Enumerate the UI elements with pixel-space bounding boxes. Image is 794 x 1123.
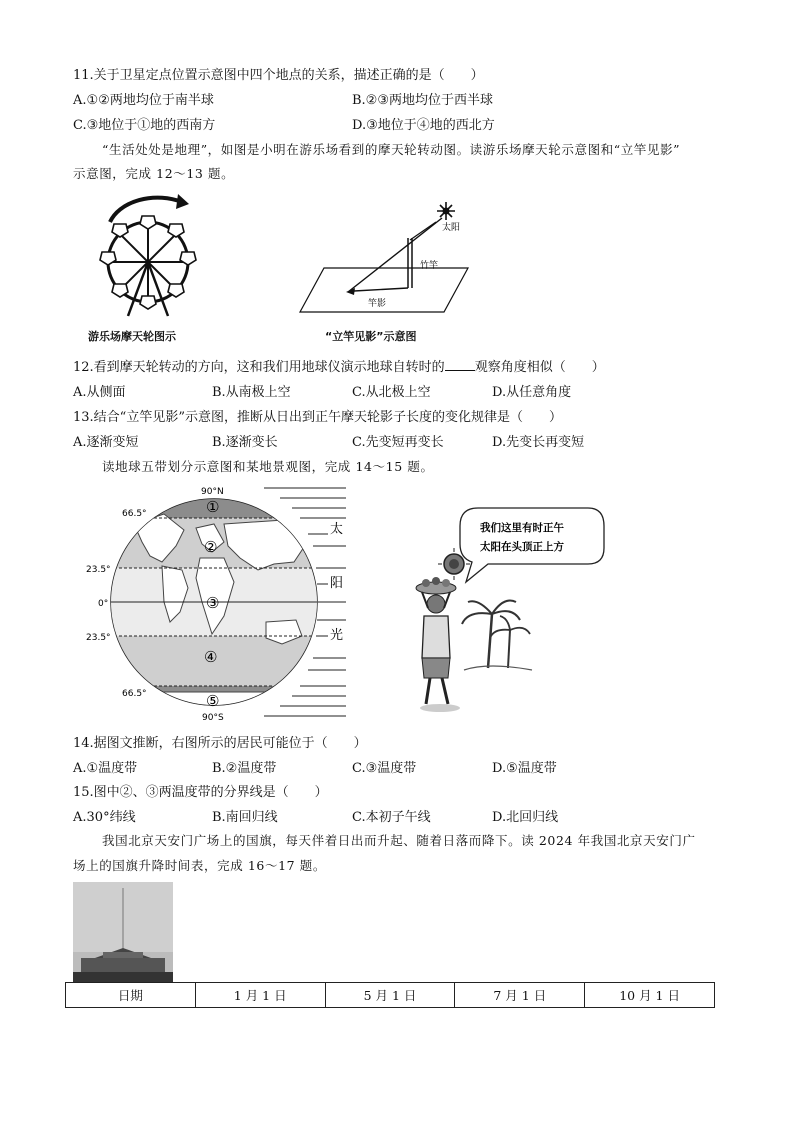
q14-option-c: C.③温度带 [352,761,417,776]
lat-label-23s: 23.5° [86,633,111,643]
table-header-oct1: 10 月 1 日 [585,983,715,1008]
lat-label-90s: 90°S [202,713,224,723]
q13-stem: 13.结合“立竿见影”示意图，推断从日出到正午摩天轮影子长度的变化规律是（ ） [73,410,562,425]
table-header-date: 日期 [66,983,196,1008]
q12-blank [445,358,475,371]
ferris-wheel-caption: 游乐场摩天轮图示 [88,330,176,343]
shadow-label: 竿影 [368,299,387,309]
lat-label-23n: 23.5° [86,565,111,575]
q12-option-b: B.从南极上空 [212,385,291,400]
pole-label: 竹竿 [420,261,439,271]
sunlight-char-2: 阳 [330,576,344,591]
lat-label-66n: 66.5° [122,509,147,519]
q15-option-a: A.30°纬线 [73,810,136,825]
q11-option-b: B.②③两地均位于西半球 [352,93,493,108]
zone-label-3: ③ [206,594,220,612]
q12-option-c: C.从北极上空 [352,385,431,400]
q11-option-d: D.③地位于④地的西北方 [352,118,495,133]
table-header-jul1: 7 月 1 日 [455,983,585,1008]
q12-option-d: D.从任意角度 [492,385,572,400]
q14-option-b: B.②温度带 [212,761,277,776]
zone-label-5: ⑤ [206,692,220,710]
table-header-jan1: 1 月 1 日 [195,983,325,1008]
table-header-may1: 5 月 1 日 [325,983,455,1008]
flag-time-table [65,982,715,1008]
q15-option-b: B.南回归线 [212,810,278,825]
q15-stem: 15.图中②、③两温度带的分界线是（ ） [73,785,328,800]
sun-label: 太阳 [442,223,461,233]
zone-label-1: ① [206,498,220,516]
q11-stem: 11.关于卫星定点位置示意图中四个地点的关系，描述正确的是（ ） [73,68,484,83]
q12-stem-part-b: 观察角度相似（ ） [474,360,605,375]
q13-option-a: A.逐渐变短 [73,435,139,450]
intro-16-17-line2: 场上的国旗升降时间表，完成 16～17 题。 [73,858,326,873]
sunlight-char-3: 光 [330,628,344,643]
pole-shadow-caption: “立竿见影”示意图 [325,330,417,343]
zone-label-2: ② [204,538,218,556]
tiananmen-photo [73,882,173,982]
q13-option-c: C.先变短再变长 [352,435,444,450]
five-zones-globe-figure [84,484,352,724]
q14-option-d: D.⑤温度带 [492,761,557,776]
zone-label-4: ④ [204,648,218,666]
lat-label-90n: 90°N [201,487,224,497]
q11-option-a: A.①②两地均位于南半球 [73,93,214,108]
table-header-row [66,983,715,1008]
ferris-wheel-figure [90,192,230,320]
q13-option-b: B.逐渐变长 [212,435,278,450]
q14-option-a: A.①温度带 [73,761,138,776]
pole-shadow-figure [296,196,476,320]
lat-label-0: 0° [98,599,109,609]
q14-stem: 14.据图文推断，右图所示的居民可能位于（ ） [73,736,367,751]
intro-16-17-line1: 我国北京天安门广场上的国旗，每天伴着日出而升起、随着日落而降下。读 2024 年我国北京天安门广 [102,833,696,848]
speech-line-1: 我们这里有时正午 [480,522,564,534]
q15-option-d: D.北回归线 [492,810,559,825]
q12-stem [73,356,605,375]
sunlight-char-1: 太 [330,522,344,537]
intro-12-13-line1: “生活处处是地理”，如图是小明在游乐场看到的摩天轮转动图。读游乐场摩天轮示意图和“立竿见影” [102,142,681,157]
q15-option-c: C.本初子午线 [352,810,431,825]
q13-option-d: D.先变长再变短 [492,435,585,450]
lat-label-66s: 66.5° [122,689,147,699]
speech-line-2: 太阳在头顶正上方 [480,541,564,553]
intro-12-13-line2: 示意图，完成 12～13 题。 [73,166,235,181]
intro-14-15: 读地球五带划分示意图和某地景观图，完成 14～15 题。 [102,459,434,474]
tropical-resident-figure [408,498,608,722]
q12-option-a: A.从侧面 [73,385,126,400]
q11-option-c: C.③地位于①地的西南方 [73,118,216,133]
q12-stem-part-a: 12.看到摩天轮转动的方向，这和我们用地球仪演示地球自转时的 [73,360,445,375]
